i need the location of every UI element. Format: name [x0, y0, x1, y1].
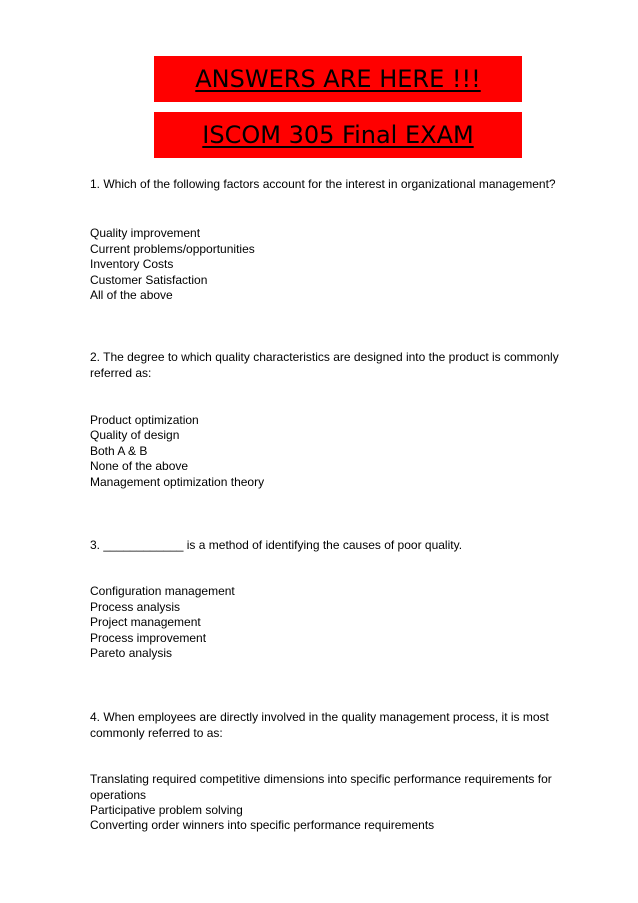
q4-option-2: Participative problem solving [90, 803, 243, 817]
q1-option-4: Customer Satisfaction [90, 273, 208, 287]
q1-option-3: Inventory Costs [90, 257, 174, 271]
question-3-text: 3. ____________ is a method of identifying the causes of poor quality. [90, 538, 463, 552]
q4-option-3: Converting order winners into specific performance requirements [90, 818, 435, 832]
q1-option-2: Current problems/opportunities [90, 242, 255, 256]
q4-option-1: Translating required competitive dimensions into specific performance requirements for operations [90, 772, 552, 802]
banner-answers-are-here [154, 56, 522, 102]
q3-option-4: Process improvement [90, 631, 207, 645]
question-2-text: 2. The degree to which quality characteristics are designed into the product is commonly referred as: [90, 350, 559, 380]
q1-option-1: Quality improvement [90, 226, 201, 240]
q2-option-1: Product optimization [90, 413, 199, 427]
banner-answers-text: ANSWERS ARE HERE !!! [195, 65, 481, 93]
q2-option-3: Both A & B [90, 444, 148, 458]
question-4-text: 4. When employees are directly involved in the quality management process, it is most commonly referred to as: [90, 710, 549, 740]
banner-exam-title-text: ISCOM 305 Final EXAM [202, 121, 474, 149]
q2-option-4: None of the above [90, 459, 189, 473]
q3-option-2: Process analysis [90, 600, 181, 614]
banner-exam-title [154, 112, 522, 158]
q2-option-2: Quality of design [90, 428, 180, 442]
q3-option-1: Configuration management [90, 584, 235, 598]
q2-option-5: Management optimization theory [90, 475, 265, 489]
q1-option-5: All of the above [90, 288, 173, 302]
question-1-text: 1. Which of the following factors account for the interest in organizational management? [90, 177, 556, 191]
q3-option-3: Project management [90, 615, 201, 629]
q3-option-5: Pareto analysis [90, 646, 173, 660]
